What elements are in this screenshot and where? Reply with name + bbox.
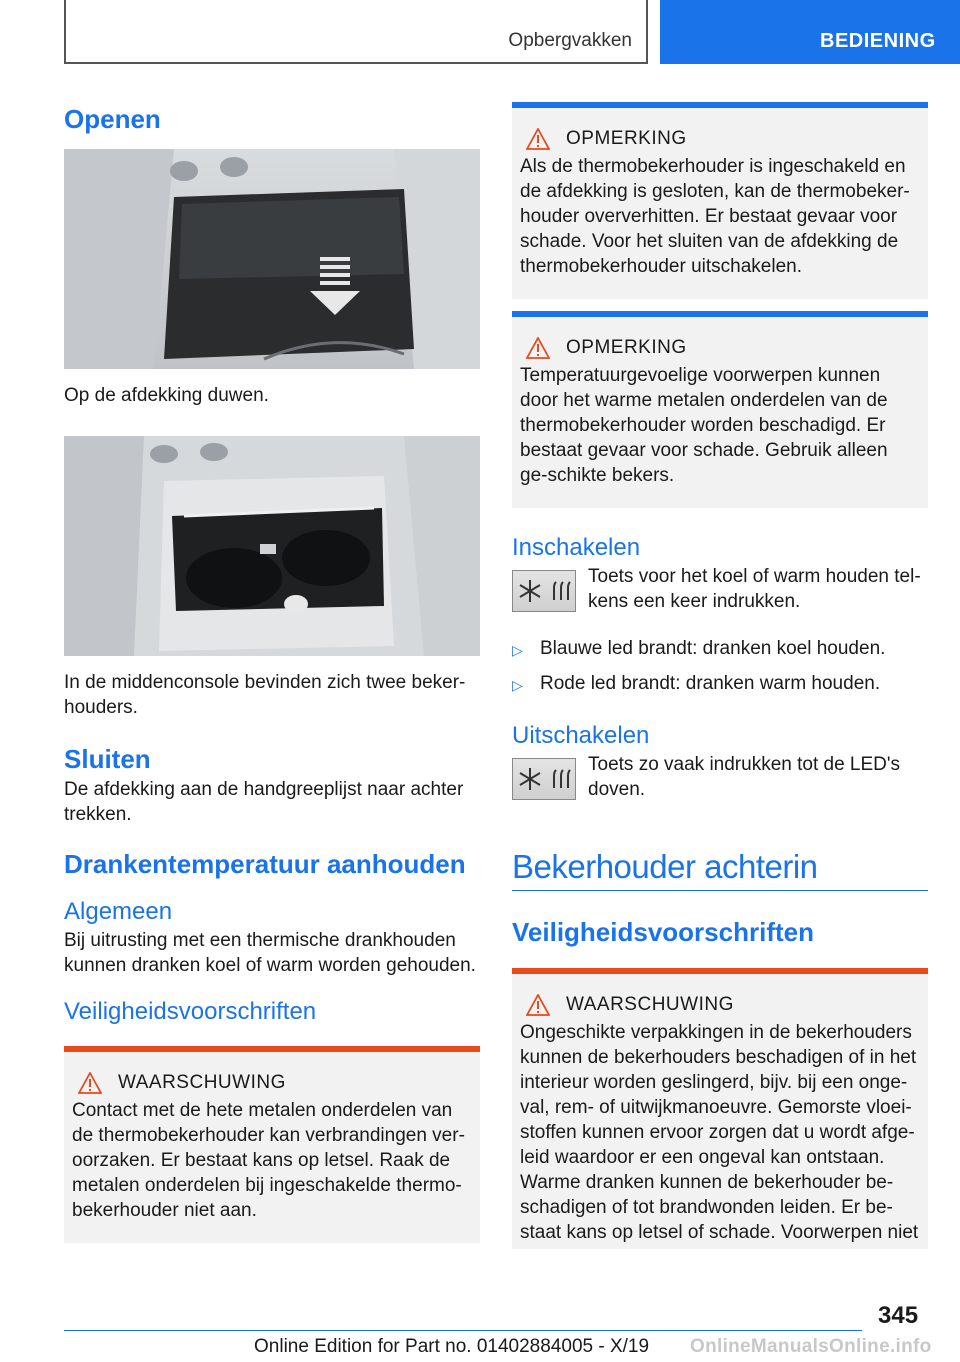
warning-box-right bbox=[512, 968, 928, 1249]
bekerhouder-heading-wrap bbox=[512, 848, 928, 891]
note-label-1: OPMERKING bbox=[566, 128, 687, 149]
warning-title-right bbox=[520, 994, 920, 1016]
left-column bbox=[64, 100, 480, 1243]
footer-rule bbox=[64, 1330, 862, 1331]
header-section-tab bbox=[64, 0, 648, 64]
cupholder-photo-illustration bbox=[64, 436, 480, 656]
uitschakelen-text: Toets zo vaak indrukken tot de LED's doven. bbox=[588, 754, 901, 800]
bekerhouder-heading: Bekerhouder achterin bbox=[512, 848, 818, 885]
warning-label-right: WAARSCHUWING bbox=[566, 994, 734, 1015]
snowflake-icon bbox=[517, 578, 543, 604]
thermo-button-icon bbox=[512, 570, 576, 612]
warning-text-left: Contact met de hete metalen onderdelen van de thermobekerhouder kan verbrandingen ver-oorzaken. Er bestaat kans op letsel. Raak de metalen onderdelen bij ingeschakelde thermo-bekerhouder niet aan. bbox=[72, 1100, 465, 1221]
cupholder-photo bbox=[64, 436, 480, 656]
header-chapter-tab bbox=[660, 0, 960, 64]
dranken-heading: Drankentemperatuur aanhouden bbox=[64, 849, 466, 879]
inschakelen-row bbox=[512, 564, 928, 614]
bullet-blue-led bbox=[512, 636, 928, 663]
veiligheid-heading-left: Veiligheidsvoorschriften bbox=[64, 998, 317, 1025]
algemeen-heading: Algemeen bbox=[64, 898, 173, 925]
bullet-triangle-icon: ▷ bbox=[512, 677, 523, 693]
algemeen-text: Bij uitrusting met een thermische drankhouden kunnen dranken koel of warm worden gehouden. bbox=[64, 930, 476, 976]
warning-text-right: Ongeschikte verpakkingen in de bekerhouders kunnen de bekerhouders beschadigen of in het interieur worden geslingerd, bijv. bij een onge-val, rem- of uitwijkmanoeuvre. Gemorste vloei-stoffen kunnen ervoor zorgen dat u wordt afge-leid waardoor er een ongeval kan ontstaan. Warme dranken kunnen de bekerhouder be-schadigen of tot brandwonden leiden. Er be-staat kans op letsel of schade. Voorwerpen niet bbox=[520, 1022, 919, 1243]
note-box-1 bbox=[512, 102, 928, 299]
heat-waves-icon bbox=[550, 766, 572, 792]
warning-label-left: WAARSCHUWING bbox=[118, 1072, 286, 1093]
warning-triangle-icon bbox=[78, 1072, 102, 1094]
openen-heading: Openen bbox=[64, 104, 161, 134]
sluiten-heading: Sluiten bbox=[64, 744, 151, 774]
note-box-2 bbox=[512, 311, 928, 508]
warning-triangle-icon bbox=[526, 128, 550, 150]
inschakelen-text: Toets voor het koel of warm houden tel-kens een keer indrukken. bbox=[588, 566, 921, 612]
header-chapter-title: BEDIENING bbox=[820, 30, 936, 52]
footer-watermark: OnlineManualsOnline.info bbox=[690, 1336, 932, 1357]
header-section-title: Opbergvakken bbox=[508, 30, 632, 51]
note-text-1: Als de thermobekerhouder is ingeschakeld en de afdekking is gesloten, kan de thermobeker-houder oververhitten. Er bestaat gevaar voor schade. Voor het sluiten van de afdekking de thermobekerhouder uitschakelen. bbox=[520, 156, 910, 277]
note-label-2: OPMERKING bbox=[566, 337, 687, 358]
thermo-button-icon bbox=[512, 758, 576, 800]
warning-triangle-icon bbox=[526, 337, 550, 359]
note-title-1 bbox=[520, 128, 920, 150]
cover-photo bbox=[64, 149, 480, 369]
veiligheid-heading-right: Veiligheidsvoorschriften bbox=[512, 917, 814, 947]
sluiten-text: De afdekking aan de handgreeplijst naar achter trekken. bbox=[64, 779, 464, 825]
right-column bbox=[512, 102, 928, 1249]
snowflake-icon bbox=[517, 766, 543, 792]
bullet-text: Blauwe led brandt: dranken koel houden. bbox=[540, 638, 886, 659]
cupholder-caption: In de middenconsole bevinden zich twee beker-houders. bbox=[64, 672, 466, 718]
warning-triangle-icon bbox=[526, 994, 550, 1016]
uitschakelen-row bbox=[512, 752, 928, 802]
footer-edition: Online Edition for Part no. 01402884005 - X/19 bbox=[254, 1336, 650, 1357]
bullet-triangle-icon: ▷ bbox=[512, 642, 523, 658]
bullet-red-led bbox=[512, 671, 928, 698]
note-title-2 bbox=[520, 337, 920, 359]
note-text-2: Temperatuurgevoelige voorwerpen kunnen door het warme metalen onderdelen van de thermobekerhouder worden beschadigd. Er bestaat gevaar voor schade. Gebruik alleen ge-schikte bekers. bbox=[520, 365, 888, 486]
warning-box-left bbox=[64, 1046, 480, 1243]
openen-text: Op de afdekking duwen. bbox=[64, 385, 269, 406]
bullet-text: Rode led brandt: dranken warm houden. bbox=[540, 673, 881, 694]
inschakelen-heading: Inschakelen bbox=[512, 534, 641, 561]
warning-title-left bbox=[72, 1072, 472, 1094]
page-number: 345 bbox=[878, 1302, 919, 1329]
heat-waves-icon bbox=[550, 578, 572, 604]
uitschakelen-heading: Uitschakelen bbox=[512, 722, 650, 749]
cover-photo-illustration bbox=[64, 149, 480, 369]
